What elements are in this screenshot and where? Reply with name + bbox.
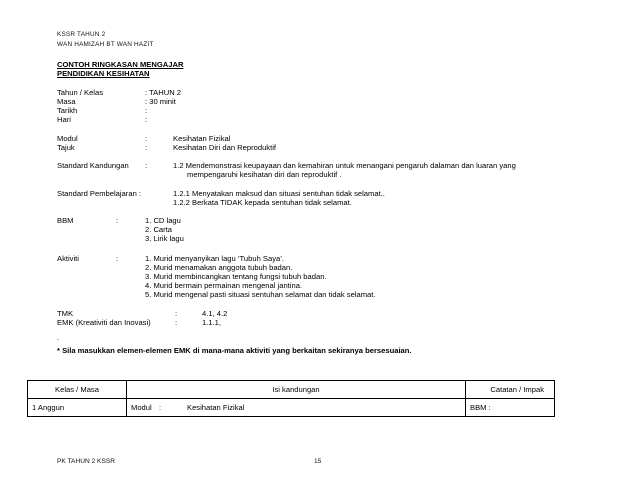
aktiviti-label: Aktiviti — [57, 254, 79, 263]
cell-catatan: BBM : — [466, 399, 555, 417]
emk-colon: : — [175, 318, 178, 327]
sk-label: Standard Kandungan — [57, 161, 129, 170]
sp-line-2: 1.2.2 Berkata TIDAK kepada sentuhan tidak selamat. — [173, 198, 352, 207]
aktiviti-item: 4. Murid bermain permainan mengenal jantina. — [145, 281, 303, 290]
footer-title: PK TAHUN 2 KSSR — [57, 458, 116, 465]
tmk-colon: : — [175, 309, 178, 318]
bbm-colon: : — [116, 216, 119, 225]
cell-isi — [127, 399, 466, 417]
info-value-hari: : — [145, 115, 148, 124]
emk-label: EMK (Kreativiti dan Inovasi) — [57, 318, 151, 327]
header-kelas-masa: Kelas / Masa — [28, 381, 127, 399]
info-label-masa: Masa — [57, 97, 76, 106]
modul-label: Modul — [57, 134, 78, 143]
aktiviti-item: 1. Murid menyanyikan lagu ‘Tubuh Saya’. — [145, 254, 285, 263]
modul-colon: : — [145, 134, 148, 143]
cell-modul-colon: : — [159, 403, 162, 412]
aktiviti-colon: : — [116, 254, 119, 263]
header-catatan-impak: Catatan / Impak — [466, 381, 555, 399]
sk-line-1: 1.2 Mendemonstrasi keupayaan dan kemahiran untuk menangani pengaruh dalaman dan luaran yang — [173, 161, 516, 170]
bbm-item: 2. Carta — [145, 225, 173, 234]
separator-dot: . — [57, 333, 60, 342]
aktiviti-item: 3. Murid membincangkan tentang fungsi tubuh badan. — [145, 272, 327, 281]
sp-line-1: 1.2.1 Menyatakan maksud dan situasi sentuhan tidak selamat.. — [173, 189, 385, 198]
cell-modul-value: Kesihatan Fizikal — [187, 403, 245, 412]
tajuk-label: Tajuk — [57, 143, 75, 152]
lesson-table — [27, 380, 555, 417]
info-value-masa: : 30 minit — [145, 97, 176, 106]
sk-colon: : — [145, 161, 148, 170]
cell-kelas: 1 Anggun — [28, 399, 127, 417]
header-line-2: WAN HAMIZAH BT WAN HAZIT — [57, 41, 154, 48]
table-row — [28, 399, 555, 417]
tmk-value: 4.1, 4.2 — [202, 309, 228, 318]
document-title: CONTOH RINGKASAN MENGAJAR — [57, 60, 184, 69]
info-label-kelas: Tahun / Kelas — [57, 88, 104, 97]
emk-note: * Sila masukkan elemen-elemen EMK di mana-mana aktiviti yang berkaitan sekiranya bersesuaian. — [57, 346, 412, 355]
sk-line-2: mempengaruhi kesihatan diri dan reproduktif . — [187, 170, 342, 179]
bbm-label: BBM — [57, 216, 74, 225]
bbm-item: 1. CD lagu — [145, 216, 181, 225]
emk-value: 1.1.1, — [202, 318, 221, 327]
tmk-label: TMK — [57, 309, 74, 318]
document-subtitle: PENDIDIKAN KESIHATAN — [57, 69, 150, 78]
bbm-item: 3. Lirik lagu — [145, 234, 184, 243]
page-number: 15 — [314, 458, 322, 465]
aktiviti-item: 5. Murid mengenal pasti situasi sentuhan selamat dan tidak selamat. — [145, 290, 376, 299]
tajuk-colon: : — [145, 143, 148, 152]
table-header-row — [28, 381, 555, 399]
modul-value: Kesihatan Fizikal — [173, 134, 231, 143]
cell-modul-label: Modul — [131, 403, 152, 412]
header-isi-kandungan: Isi kandungan — [127, 381, 466, 399]
info-value-kelas: : TAHUN 2 — [145, 88, 182, 97]
tajuk-value: Kesihatan Diri dan Reproduktif — [173, 143, 276, 152]
info-value-tarikh: : — [145, 106, 148, 115]
sp-label: Standard Pembelajaran : — [57, 189, 142, 198]
info-label-hari: Hari — [57, 115, 71, 124]
aktiviti-item: 2. Murid menamakan anggota tubuh badan. — [145, 263, 293, 272]
header-line-1: KSSR TAHUN 2 — [57, 31, 106, 38]
info-label-tarikh: Tarikh — [57, 106, 78, 115]
